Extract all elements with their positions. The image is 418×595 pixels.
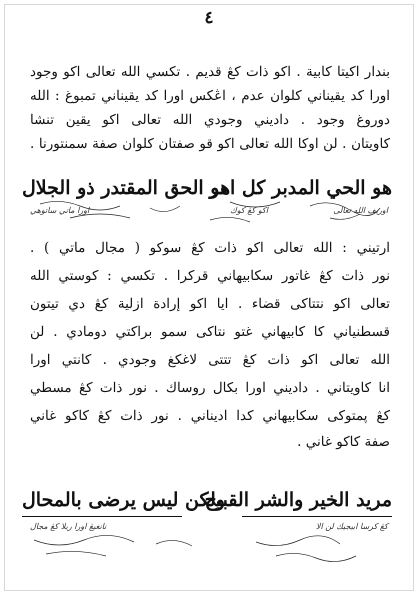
verse-heading-2-left: ولكن ليس يرضى بالمحال	[22, 489, 225, 511]
interlinear-gloss-middle: اكو كڠ كوك	[230, 206, 268, 215]
text-line-3: دوروغ وجود . داديني وجودي الله تعالى اكو يقين تنشا	[30, 112, 390, 128]
text-line-9: الله تعالى اكو ذات كڠ تتتى لاغكغ وجودي . كانتي اورا	[30, 352, 390, 368]
text-line-11: كڠ ڽمتوكى سكابيهاني كدا اديناني . نور ذات كڠ كاكو غاني	[30, 408, 390, 424]
text-line-4: كاويتان . لن اوكا الله تعالى اكو قو صفتان كلوان صفة سمنتورنا .	[30, 136, 390, 152]
handwritten-glosses-2	[26, 534, 392, 564]
heading-underline-left	[22, 516, 182, 517]
interlinear-gloss-2-right: كڠ كرسا ابيجيك لن الا	[315, 522, 388, 531]
handwritten-glosses-1	[30, 196, 390, 226]
interlinear-gloss-right: اوريف الله تعالى	[333, 206, 388, 215]
verse-heading-left: هو الحق المقتدر ذو الجلال	[22, 177, 231, 199]
text-line-12: صفة كاكو غاني .	[297, 434, 390, 450]
interlinear-gloss-left: اورا ماتي ساتوهي	[30, 206, 90, 215]
text-line-10: انا كاويتاني . داديني اورا بكال روساك . نور ذات كڠ مسطي	[30, 380, 390, 396]
verse-heading-2-right: مريد الخير والشر القبيح	[204, 489, 392, 511]
text-line-6: نور ذات كڠ غاتور سكابيهاني قركرا . تكسي : كوستي الله	[30, 268, 390, 284]
text-line-1: بندار اكيتا كابية . اكو ذات كڠ قديم . تكسي الله تعالى اكو وجود	[30, 64, 390, 80]
text-line-7: تعالى اكو نتتاكى قضاء . ايا اكو إرادة ازلية كڠ دي تيتون	[30, 296, 390, 312]
interlinear-gloss-2-left: نانغيڠ اورا ريلا كڠ مجال	[30, 522, 107, 531]
page-number: ٤	[204, 8, 214, 28]
text-line-8: قسطنياني كا كابيهاني غتو نتاكى سمو براكتي دومادي . لن	[30, 324, 390, 340]
text-line-2: اورا كد يقيناني كلوان عدم ، اڠكس اورا كد يقيناني تمبوغ : الله	[30, 88, 390, 104]
text-line-5: ارتيني : الله تعالى اكو ذات كڠ سوكو ( مجال ماتي ) .	[30, 240, 390, 256]
verse-heading-right: هو الحي المدبر كل امر	[209, 177, 392, 199]
heading-underline-right	[242, 516, 392, 517]
